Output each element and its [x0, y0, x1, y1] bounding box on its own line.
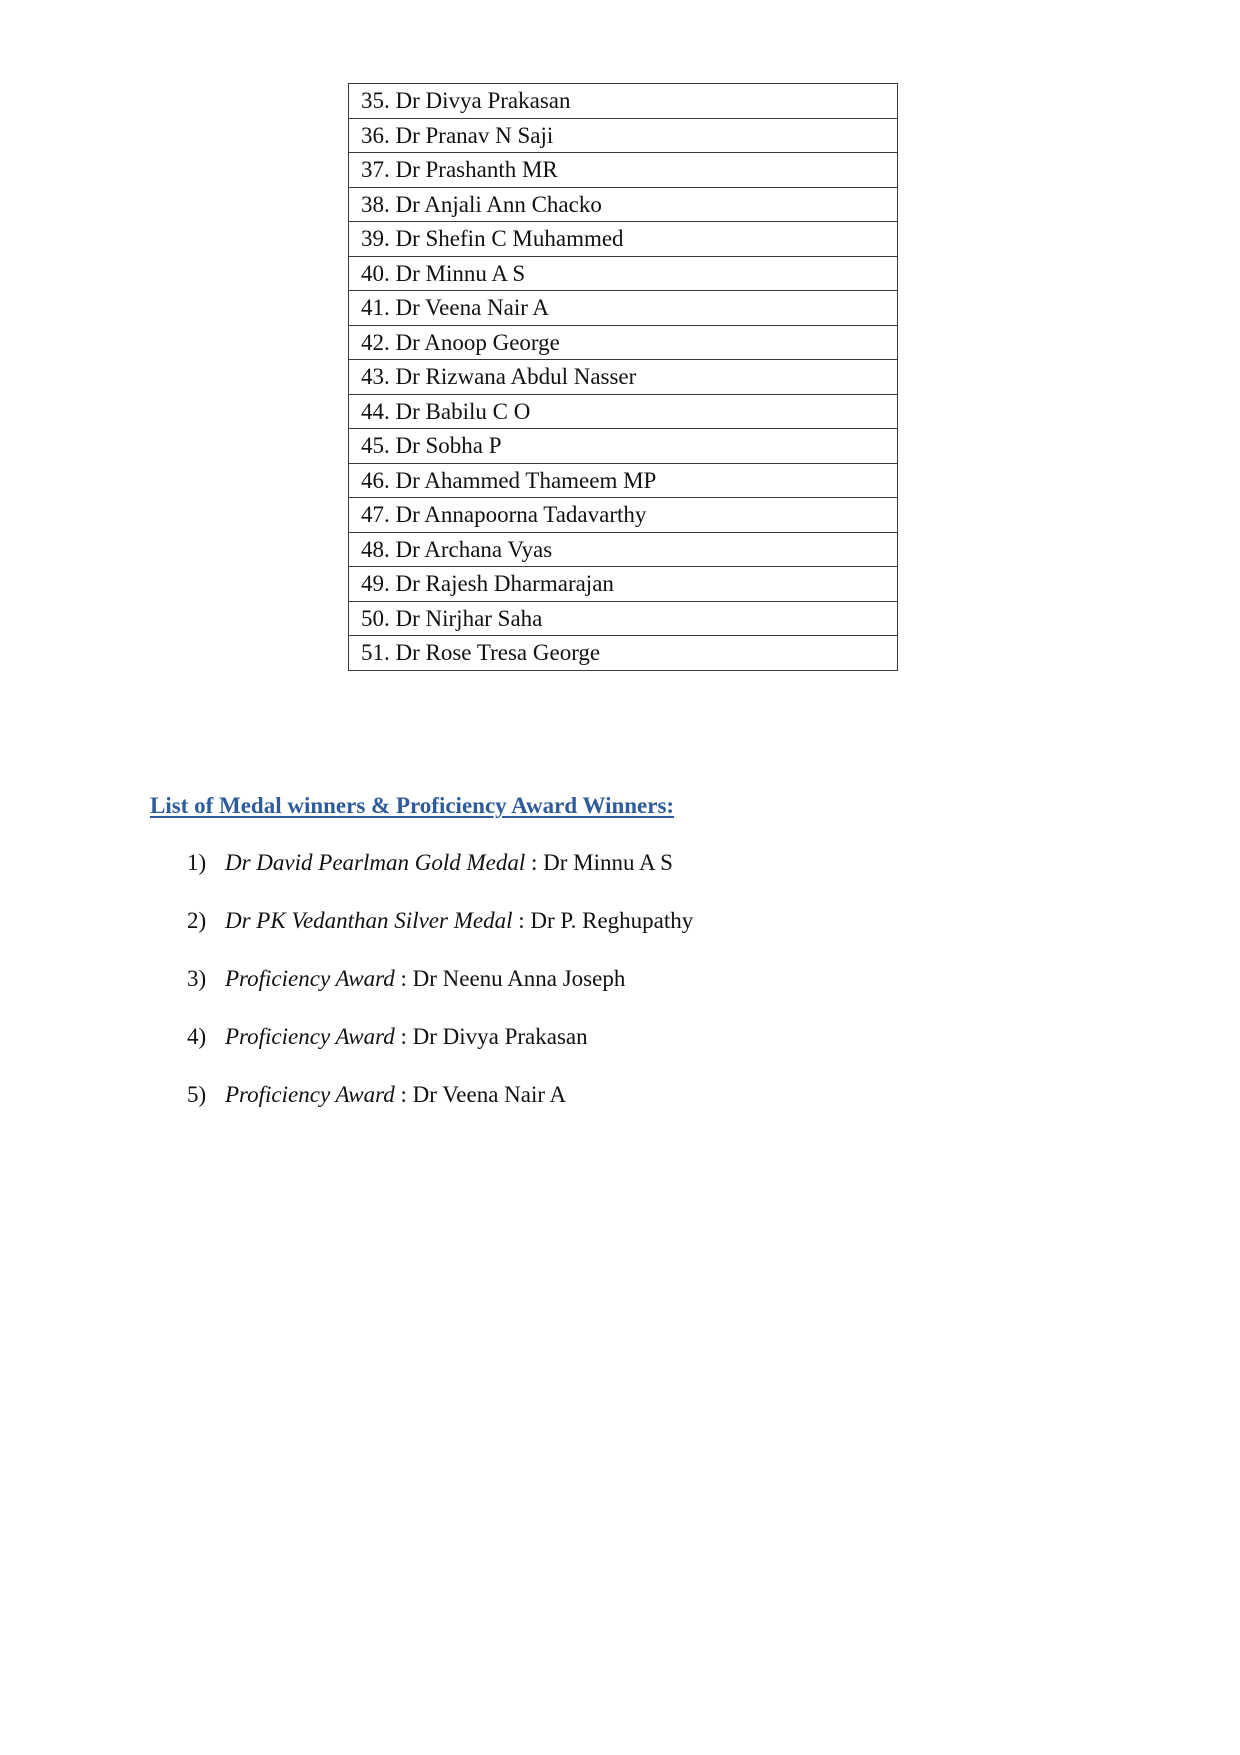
award-winner: Dr Neenu Anna Joseph: [412, 966, 626, 991]
table-row: [349, 325, 898, 360]
award-separator: :: [394, 966, 413, 991]
table-cell: 42. Dr Anoop George: [349, 325, 898, 360]
awards-section-heading: List of Medal winners & Proficiency Award Winners:: [150, 793, 675, 818]
table-row: [349, 256, 898, 291]
list-number: 2): [187, 908, 207, 933]
award-winner: Dr Veena Nair A: [412, 1082, 567, 1107]
table-cell: 41. Dr Veena Nair A: [349, 291, 898, 326]
table-row: [349, 360, 898, 395]
table-row: [349, 463, 898, 498]
table-row: [349, 84, 898, 119]
table-row: [349, 118, 898, 153]
table-row: [349, 601, 898, 636]
table-cell: 35. Dr Divya Prakasan: [349, 84, 898, 119]
award-winner: Dr Divya Prakasan: [412, 1024, 588, 1049]
table-row: [349, 429, 898, 464]
list-number: 4): [187, 1024, 207, 1049]
award-winner: Dr P. Reghupathy: [530, 908, 694, 933]
table-cell: 49. Dr Rajesh Dharmarajan: [349, 567, 898, 602]
list-item: [187, 964, 1087, 1022]
table-row: [349, 153, 898, 188]
table-row: [349, 532, 898, 567]
list-item: [187, 848, 1087, 906]
table-row: [349, 394, 898, 429]
award-title: Dr David Pearlman Gold Medal: [225, 850, 526, 875]
table-cell: 37. Dr Prashanth MR: [349, 153, 898, 188]
table-cell: 45. Dr Sobha P: [349, 429, 898, 464]
list-item: [187, 906, 1087, 964]
table-row: [349, 567, 898, 602]
award-separator: :: [394, 1082, 413, 1107]
table-cell: 51. Dr Rose Tresa George: [349, 636, 898, 671]
award-separator: :: [512, 908, 531, 933]
table-cell: 46. Dr Ahammed Thameem MP: [349, 463, 898, 498]
award-title: Proficiency Award: [225, 1024, 395, 1049]
table-row: [349, 187, 898, 222]
table-cell: 40. Dr Minnu A S: [349, 256, 898, 291]
participant-names-table: [348, 83, 898, 671]
table-row: [349, 636, 898, 671]
award-title: Proficiency Award: [225, 1082, 395, 1107]
award-winner: Dr Minnu A S: [543, 850, 673, 875]
table-cell: 38. Dr Anjali Ann Chacko: [349, 187, 898, 222]
table-cell: 44. Dr Babilu C O: [349, 394, 898, 429]
list-item: [187, 1080, 1087, 1138]
list-number: 1): [187, 850, 207, 875]
table-row: [349, 222, 898, 257]
table-row: [349, 498, 898, 533]
table-cell: 48. Dr Archana Vyas: [349, 532, 898, 567]
list-number: 3): [187, 966, 207, 991]
list-number: 5): [187, 1082, 207, 1107]
award-separator: :: [525, 850, 544, 875]
table-cell: 43. Dr Rizwana Abdul Nasser: [349, 360, 898, 395]
table-cell: 36. Dr Pranav N Saji: [349, 118, 898, 153]
award-separator: :: [394, 1024, 413, 1049]
table-cell: 39. Dr Shefin C Muhammed: [349, 222, 898, 257]
award-title: Proficiency Award: [225, 966, 395, 991]
table-cell: 47. Dr Annapoorna Tadavarthy: [349, 498, 898, 533]
table-cell: 50. Dr Nirjhar Saha: [349, 601, 898, 636]
list-item: [187, 1022, 1087, 1080]
awards-list: [187, 848, 1087, 1138]
award-title: Dr PK Vedanthan Silver Medal: [225, 908, 513, 933]
table-row: [349, 291, 898, 326]
